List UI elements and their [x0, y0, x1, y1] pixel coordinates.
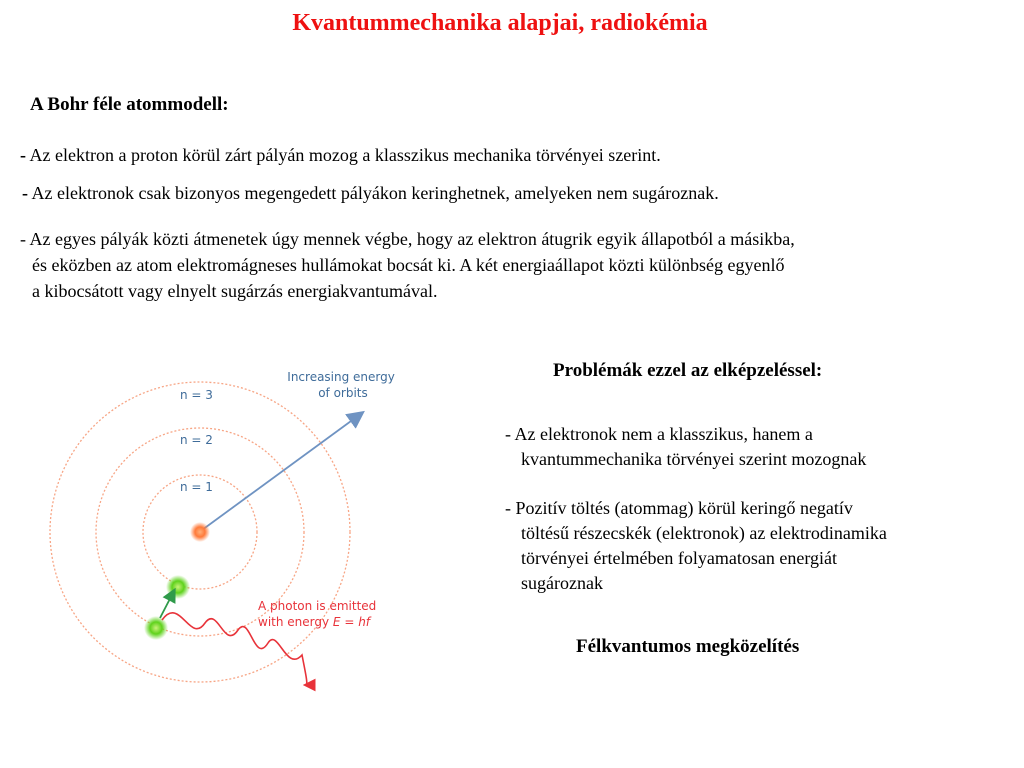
bullet-text: Az elektronok csak bizonyos megengedett pályákon keringhetnek, amelyeken nem sugároznak. — [28, 183, 719, 203]
page-title: Kvantummechanika alapjai, radiokémia — [292, 10, 708, 36]
problems-heading: Problémák ezzel az elképzeléssel: — [553, 360, 823, 381]
orbit-label-n1: n = 1 — [180, 480, 213, 494]
problem-item — [505, 422, 1005, 472]
problem-line: - Az elektronok nem a klasszikus, hanem a — [505, 424, 813, 444]
section-heading-bohr: A Bohr féle atommodell: — [30, 94, 229, 115]
electron-outer-orbit — [166, 575, 190, 599]
bohr-atom-diagram — [40, 355, 440, 695]
orbit-label-n3: n = 3 — [180, 388, 213, 402]
energy-arrow — [202, 413, 362, 530]
bullet-item — [20, 226, 1010, 304]
problem-item — [505, 496, 1005, 596]
problem-line: - Pozitív töltés (atommag) körül keringő negatív — [505, 498, 853, 518]
photon-label: A photon is emitted with energy E = hf — [258, 599, 377, 629]
approach-heading: Félkvantumos megközelítés — [576, 636, 800, 657]
problem-line: kvantummechanika törvényei szerint mozognak — [521, 449, 867, 469]
electron-inner-orbit — [144, 616, 168, 640]
bullet-text: Az elektron a proton körül zárt pályán mozog a klasszikus mechanika törvényei szerint. — [26, 145, 661, 165]
problem-line: sugároznak — [521, 573, 603, 593]
bullet-line: és eközben az atom elektromágneses hullámokat bocsát ki. A két energiaállapot közti különbség egyenlő — [32, 255, 785, 275]
nucleus — [190, 522, 210, 542]
bullet-item — [22, 180, 719, 206]
bullet-dash: - — [22, 183, 28, 203]
bullet-dash: - — [20, 145, 26, 165]
energy-arrow-label: Increasing energy of orbits — [287, 370, 395, 400]
bullet-line: - Az egyes pályák közti átmenetek úgy mennek végbe, hogy az elektron átugrik egyik állapotból a másikba, — [20, 229, 795, 249]
bullet-item — [20, 142, 661, 168]
orbit-label-n2: n = 2 — [180, 433, 213, 447]
problem-line: töltésű részecskék (elektronok) az elektrodinamika — [521, 523, 887, 543]
bullet-line: a kibocsátott vagy elnyelt sugárzás energiakvantumával. — [32, 281, 438, 301]
problem-line: törvényei értelmében folyamatosan energiát — [521, 548, 838, 568]
